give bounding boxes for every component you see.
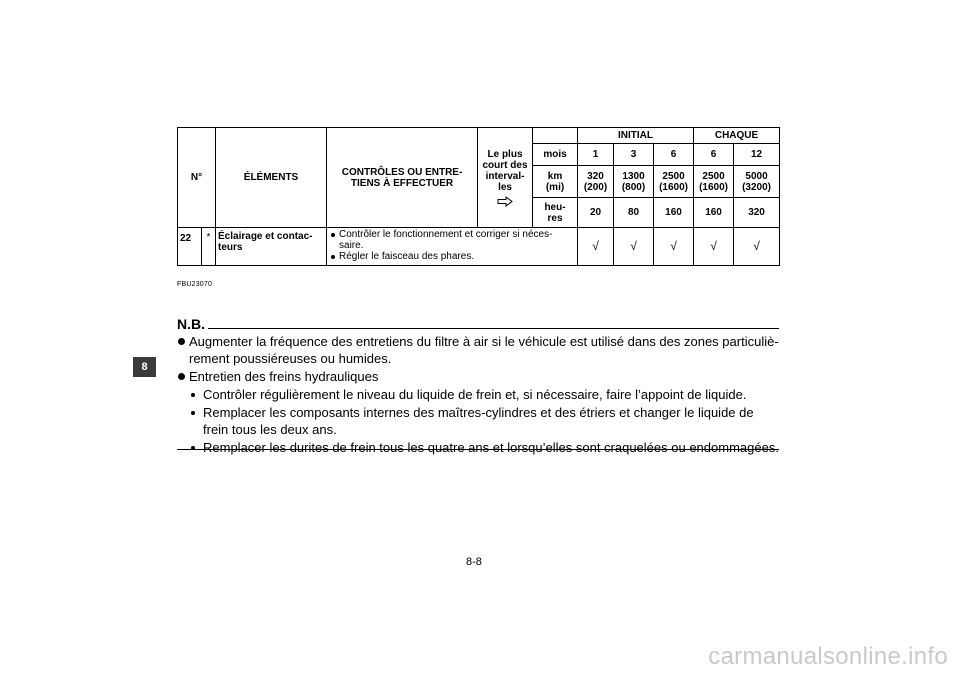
header-every: CHAQUE	[694, 128, 780, 144]
note-top-rule	[208, 328, 779, 329]
row-actions	[327, 228, 578, 266]
check-mark: √	[734, 228, 780, 266]
header-controls-text: CONTRÔLES OU ENTRE-TIENS À EFFECTUER	[341, 166, 463, 189]
unit-value	[578, 166, 614, 198]
unit-value-text: 5000 (3200)	[742, 170, 771, 193]
action-item: Contrôler le fonctionnement et corriger si néces-saire.	[330, 229, 574, 251]
right-arrow-icon	[497, 196, 513, 207]
note-subitem-text: Remplacer les durites de frein tous les quatre ans et lorsqu’elles sont craquelées ou endommagées.	[203, 440, 779, 455]
note-subitem-text: Contrôler régulièrement le niveau du liquide de frein et, si nécessaire, faire l’appoint de liquide.	[203, 387, 747, 402]
header-shortest-text: Le plus court des interval-les	[482, 148, 528, 193]
unit-value	[614, 166, 654, 198]
unit-value-text: 2500 (1600)	[659, 170, 688, 193]
check-mark: √	[654, 228, 694, 266]
unit-value	[654, 166, 694, 198]
page-number: 8-8	[466, 556, 482, 568]
action-list	[330, 229, 574, 262]
unit-value: 6	[694, 144, 734, 166]
header-number: N°	[178, 128, 216, 228]
note-item-text: Augmenter la fréquence des entretiens du filtre à air si le véhicule est utilisé dans des zones particuliè-rement poussiéreuses ou humides.	[189, 334, 779, 366]
unit-value: 160	[694, 198, 734, 228]
unit-label-hours-text: heu-res	[544, 201, 566, 224]
action-item: Régler le faisceau des phares.	[330, 251, 574, 262]
note-title: N.B.	[177, 316, 205, 332]
check-mark: √	[614, 228, 654, 266]
row-number: 22	[178, 228, 202, 266]
note-list	[177, 333, 779, 456]
unit-value: 80	[614, 198, 654, 228]
reference-code: FBU23070	[177, 281, 213, 288]
unit-value	[694, 166, 734, 198]
unit-label-km	[533, 166, 578, 198]
row-element: Éclairage et contac-teurs	[216, 228, 327, 266]
unit-value-text: 1300 (800)	[621, 170, 646, 193]
small-bullet-icon	[191, 411, 195, 415]
header-initial: INITIAL	[578, 128, 694, 144]
unit-label-km-text: km (mi)	[545, 170, 565, 193]
unit-value: 320	[734, 198, 780, 228]
watermark: carmanualsonline.info	[708, 643, 948, 670]
note-item-text: Entretien des freins hydrauliques	[189, 369, 379, 384]
header-unit-blank	[533, 128, 578, 144]
bullet-icon	[178, 373, 185, 380]
header-shortest-interval	[478, 128, 533, 228]
unit-label-months: mois	[533, 144, 578, 166]
unit-value-text: 320 (200)	[583, 170, 608, 193]
header-elements: ÉLÉMENTS	[216, 128, 327, 228]
unit-value: 12	[734, 144, 780, 166]
header-controls	[327, 128, 478, 228]
unit-value: 160	[654, 198, 694, 228]
bullet-icon	[178, 338, 185, 345]
check-mark: √	[578, 228, 614, 266]
unit-label-hours	[533, 198, 578, 228]
unit-value: 1	[578, 144, 614, 166]
check-mark: √	[694, 228, 734, 266]
unit-value	[734, 166, 780, 198]
row-mark: *	[202, 228, 216, 266]
small-bullet-icon	[191, 393, 195, 397]
unit-value: 20	[578, 198, 614, 228]
note-item	[177, 368, 779, 385]
note-subitem	[177, 386, 779, 403]
note-item	[177, 333, 779, 367]
note-subitem	[177, 404, 779, 438]
table-row	[178, 228, 780, 266]
unit-value: 3	[614, 144, 654, 166]
unit-value: 6	[654, 144, 694, 166]
note-bottom-rule	[177, 449, 779, 450]
note-subitem-text: Remplacer les composants internes des maîtres-cylindres et des étriers et changer le liquide de frein tous les deux ans.	[203, 405, 754, 437]
maintenance-table	[177, 127, 780, 266]
chapter-tab: 8	[133, 357, 156, 377]
note-subitem	[177, 439, 779, 456]
unit-value-text: 2500 (1600)	[699, 170, 728, 193]
